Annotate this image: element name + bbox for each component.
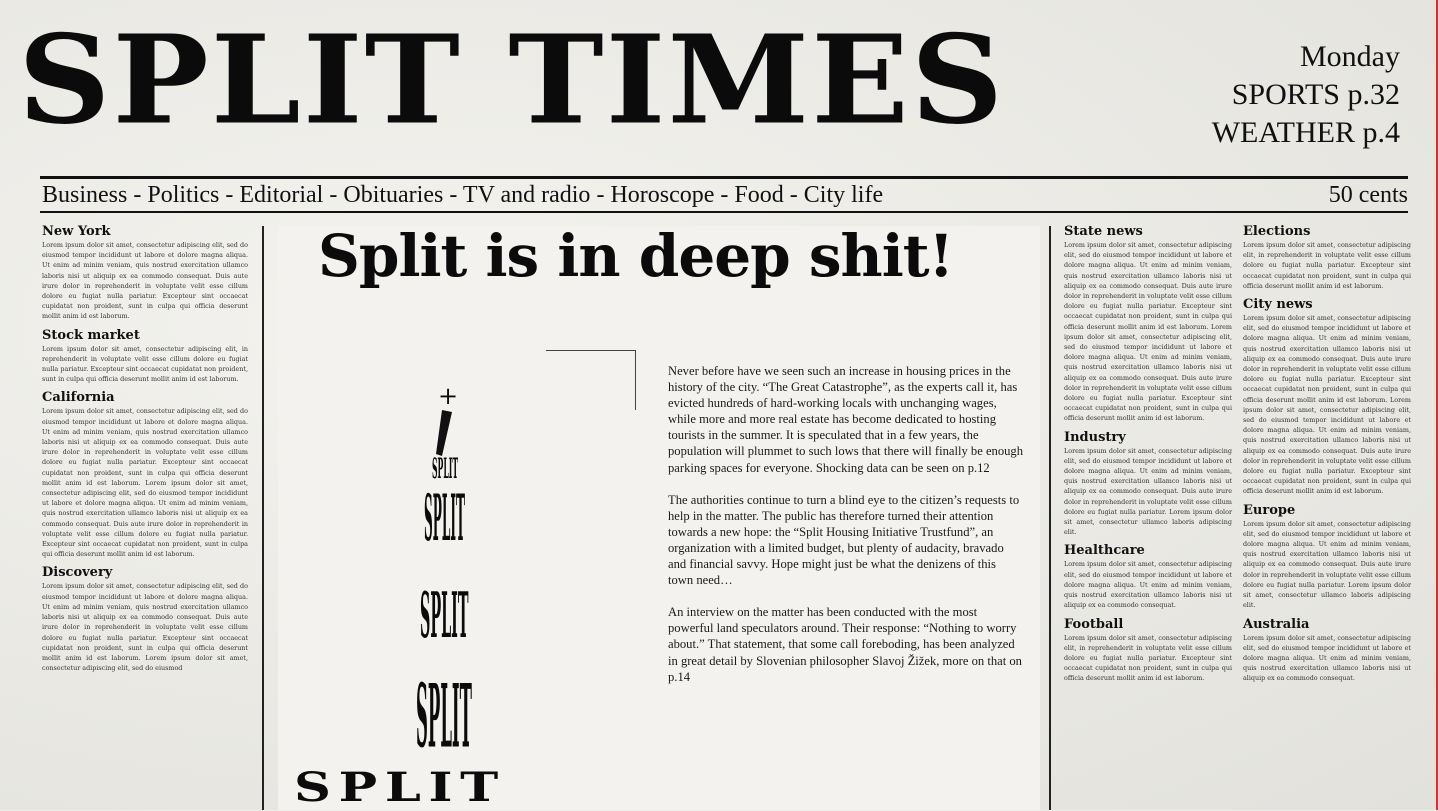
nav-item-horoscope[interactable]: Horoscope xyxy=(610,181,715,208)
news-brief xyxy=(1064,543,1232,610)
brief-text: Lorem ipsum dolor sit amet, consectetur adipiscing elit, sed do eiusmod tempor incididunt ut labore et dolore magna aliqua. Ut enim ad minim veniam, quis nostrud exercitation ullamco laboris nisi ut aliquip ex ea commodo consequat. Duis aute irure dolor in reprehenderit in voluptate velit esse cillum dolore eu fugiat nulla pariatur. Excepteur sint occaecat cupidatat non proident, sunt in culpa qui officia deserunt mollit anim id est laborum. Lorem ipsum dolor sit amet, consectetur adipiscing elit, sed do eiusmod tempor incididunt ut labore et dolore magna aliqua. Ut enim ad minim veniam, quis nostrud exercitation ullamco laboris nisi ut aliquip ex ea commodo consequat. Duis aute irure dolor in reprehenderit in voluptate velit esse cillum dolore eu fugiat nulla pariatur. Excepteur sint occaecat cupidatat non proident, sunt in culpa qui officia deserunt mollit anim id est laborum. xyxy=(42,407,248,559)
brief-text: Lorem ipsum dolor sit amet, consectetur adipiscing elit, in reprehenderit in voluptate velit esse cillum dolore eu fugiat nulla pariatur. Excepteur sint occaecat cupidatat non proident, sunt in culpa qui officia deserunt mollit anim id est laborum. xyxy=(1064,633,1232,683)
masthead-title: SPLIT TIMES xyxy=(18,9,1006,153)
brief-heading: California xyxy=(42,390,115,406)
tower-word-3: SPLIT xyxy=(420,582,469,654)
news-brief xyxy=(42,224,248,322)
column-divider-right xyxy=(1049,226,1051,810)
feature-headline: Split is in deep shit! xyxy=(318,222,953,290)
nav-separator: - xyxy=(127,181,148,208)
news-brief xyxy=(42,390,248,559)
news-brief xyxy=(1243,297,1411,497)
news-brief xyxy=(1243,617,1411,684)
issue-day: Monday xyxy=(1300,40,1400,73)
top-rule xyxy=(40,176,1408,179)
brief-heading: Australia xyxy=(1243,616,1310,632)
news-brief xyxy=(1243,224,1411,291)
nav-item-tv-and-radio[interactable]: TV and radio xyxy=(462,181,591,208)
feature-image xyxy=(290,350,636,810)
nav-item-city-life[interactable]: City life xyxy=(803,181,884,208)
article-paragraph: An interview on the matter has been conducted with the most powerful land speculators around. Their response: “Nothing to worry about.” That statement, that some call foreboding, has been analyzed in great detail by Slovenian philosopher Slavoj Žižek, more on that on p.14 xyxy=(668,605,1022,684)
nav-separator: - xyxy=(323,181,344,208)
tower-word-1: SPLIT xyxy=(432,454,459,486)
brief-heading: Football xyxy=(1064,616,1124,632)
section-nav-items xyxy=(42,182,883,209)
price-label: 50 cents xyxy=(1328,181,1408,208)
nav-item-politics[interactable]: Politics xyxy=(147,181,220,208)
frame-line-right xyxy=(635,350,636,410)
brief-heading: New York xyxy=(42,224,111,239)
brief-text: Lorem ipsum dolor sit amet, consectetur adipiscing elit, sed do eiusmod tempor incididunt ut labore et dolore magna aliqua. Ut enim ad minim veniam, quis nostrud exercitation ullamco laboris nisi ut aliquip ex ea commodo consequat. xyxy=(1243,633,1411,683)
right-column-a xyxy=(1064,224,1232,690)
brief-text: Lorem ipsum dolor sit amet, consectetur adipiscing elit, sed do eiusmod tempor incididunt ut labore et dolore magna aliqua. Ut enim ad minim veniam, quis nostrud exercitation ullamco laboris nisi ut aliquip ex ea commodo consequat. Duis aute irure dolor in reprehenderit in voluptate velit esse cillum dolore eu fugiat nulla pariatur. Excepteur sint occaecat cupidatat non proident, sunt in culpa qui officia deserunt mollit anim id est laborum. Lorem ipsum dolor sit amet, consectetur adipiscing elit, sed do eiusmod tempor incididunt ut labore et dolore magna aliqua. Ut enim ad minim veniam, quis nostrud exercitation ullamco laboris nisi ut aliquip ex ea commodo consequat. Duis aute irure dolor in reprehenderit in voluptate velit esse cillum dolore eu fugiat nulla pariatur. Excepteur sint occaecat cupidatat non proident, sunt in culpa qui officia deserunt mollit anim id est laborum. xyxy=(1243,314,1411,496)
brief-text: Lorem ipsum dolor sit amet, consectetur adipiscing elit, in reprehenderit in voluptate velit esse cillum dolore eu fugiat nulla pariatur. Excepteur sint occaecat cupidatat non proident, sunt in culpa qui officia deserunt mollit anim id est laborum. xyxy=(1243,241,1411,290)
nav-separator: - xyxy=(219,181,240,208)
brief-heading: Elections xyxy=(1243,224,1311,239)
brief-text: Lorem ipsum dolor sit amet, consectetur adipiscing elit, sed do eiusmod tempor incididunt ut labore et dolore magna aliqua. Ut enim ad minim veniam, quis nostrud exercitation ullamco laboris nisi ut aliquip ex ea commodo consequat. Duis aute irure dolor in reprehenderit in voluptate velit esse cillum dolore eu fugiat nulla pariatur. Excepteur sint occaecat cupidatat non proident, sunt in culpa qui officia deserunt mollit anim id est laborum. Lorem ipsum dolor sit amet, consectetur adipiscing elit, sed do eiusmod xyxy=(42,582,248,673)
brief-heading: City news xyxy=(1243,297,1313,313)
brief-text: Lorem ipsum dolor sit amet, consectetur adipiscing elit, sed do eiusmod tempor incididunt ut labore et dolore magna aliqua. Ut enim ad minim veniam, quis nostrud exercitation ullamco laboris nisi ut aliquip ex ea commodo consequat. Duis aute irure dolor in reprehenderit in voluptate velit esse cillum dolore eu fugiat nulla pariatur. Lorem ipsum dolor sit amet, consectetur ullamco laboris adipiscing elit. xyxy=(1243,519,1411,610)
tower-word-2: SPLIT xyxy=(424,482,466,558)
tower-base-word: SPLIT xyxy=(294,764,506,811)
brief-heading: Stock market xyxy=(42,327,140,343)
news-brief xyxy=(42,565,248,673)
bottom-rule xyxy=(40,211,1408,213)
spire-icon xyxy=(430,408,460,458)
brief-text: Lorem ipsum dolor sit amet, consectetur adipiscing elit, sed do eiusmod tempor incididunt ut labore et dolore magna aliqua. Ut enim ad minim veniam, quis nostrud exercitation ullamco laboris nisi ut aliquip ex ea commodo consequat. xyxy=(1064,560,1232,610)
news-brief xyxy=(1064,430,1232,538)
sports-page-ref: SPORTS p.32 xyxy=(1231,78,1400,111)
article-paragraph: The authorities continue to turn a blind eye to the citizen’s requests to help in the matter. The public has therefore turned their attention towards a new hope: the “Split Housing Initiative Trustfund”, an organization with a limited budget, but plenty of audacity, bravado and financial savvy. Hope might just be what the denizens of this town need… xyxy=(668,492,1020,588)
left-column xyxy=(42,224,248,679)
nav-separator: - xyxy=(590,181,611,208)
nav-separator: - xyxy=(714,181,735,208)
news-brief xyxy=(1243,503,1411,611)
frame-line-top xyxy=(546,350,636,351)
nav-item-editorial[interactable]: Editorial xyxy=(239,181,324,208)
news-brief xyxy=(1064,617,1232,684)
nav-item-food[interactable]: Food xyxy=(734,181,784,208)
brief-text: Lorem ipsum dolor sit amet, consectetur adipiscing elit, in reprehenderit in voluptate velit esse cillum dolore eu fugiat nulla pariatur. Excepteur sint occaecat cupidatat non proident, sunt in culpa qui officia deserunt mollit anim id est laborum. xyxy=(42,344,248,384)
cross-icon: + xyxy=(438,382,459,410)
nav-separator: - xyxy=(443,181,463,208)
brief-text: Lorem ipsum dolor sit amet, consectetur adipiscing elit, sed do eiusmod tempor incididunt ut labore et dolore magna aliqua. Ut enim ad minim veniam, quis nostrud exercitation ullamco laboris nisi ut aliquip ex ea commodo consequat. Duis aute irure dolor in reprehenderit in voluptate velit esse cillum dolore eu fugiat nulla pariatur. Excepteur sint occaecat cupidatat non proident, sunt in culpa qui officia deserunt mollit anim id est laborum. xyxy=(42,241,248,321)
brief-heading: Europe xyxy=(1243,502,1296,518)
nav-separator: - xyxy=(783,181,804,208)
column-divider-left xyxy=(262,226,264,810)
nav-item-obituaries[interactable]: Obituaries xyxy=(343,181,444,208)
tower-word-4: SPLIT xyxy=(416,668,472,770)
masthead-info xyxy=(1212,38,1400,152)
section-nav xyxy=(42,181,1408,209)
brief-text: Lorem ipsum dolor sit amet, consectetur adipiscing elit, sed do eiusmod tempor incididunt ut labore et dolore magna aliqua. Ut enim ad minim veniam, quis nostrud exercitation ullamco laboris nisi ut aliquip ex ea commodo consequat. Duis aute irure dolor in reprehenderit in voluptate velit esse cillum dolore eu fugiat nulla pariatur. Excepteur sint occaecat cupidatat non proident, sunt in culpa qui officia deserunt mollit anim id est laborum. Lorem ipsum dolor sit amet, consectetur adipiscing elit, sed do eiusmod tempor incididunt ut labore et dolore magna aliqua. Ut enim ad minim veniam, quis nostrud exercitation ullamco laboris nisi ut aliquip ex ea commodo consequat. Duis aute irure dolor in reprehenderit in voluptate velit esse cillum dolore eu fugiat nulla pariatur. Excepteur sint occaecat cupidatat non proident, sunt in culpa qui officia deserunt mollit anim id est laborum. xyxy=(1064,241,1232,423)
article-paragraph: Never before have we seen such an increase in housing prices in the history of the city. “The Great Catastrophe”, as the experts call it, has evicted hundreds of hard-working locals with unchanging wages, while more and more real estate has become dedicated to hosting tourists in the summer. It is speculated that in a few years, the population will plummet to such lows that there will finally be enough parking spaces for everyone. Shocking data can be seen on p.12 xyxy=(668,364,1024,475)
right-column-b xyxy=(1243,224,1411,690)
brief-heading: Healthcare xyxy=(1064,543,1145,559)
news-brief xyxy=(42,328,248,385)
weather-page-ref: WEATHER p.4 xyxy=(1211,116,1400,149)
brief-heading: State news xyxy=(1064,224,1143,239)
news-brief xyxy=(1064,224,1232,424)
brief-heading: Industry xyxy=(1064,429,1126,445)
brief-text: Lorem ipsum dolor sit amet, consectetur adipiscing elit, sed do eiusmod tempor incididunt ut labore et dolore magna aliqua. Ut enim ad minim veniam, quis nostrud exercitation ullamco laboris nisi ut aliquip ex ea commodo consequat. Duis aute irure dolor in reprehenderit in voluptate velit esse cillum dolore eu fugiat nulla pariatur. Lorem ipsum dolor sit amet, consectetur ullamco laboris adipiscing elit. xyxy=(1064,446,1232,537)
nav-item-business[interactable]: Business xyxy=(42,181,128,208)
feature-article xyxy=(668,363,1024,701)
brief-heading: Discovery xyxy=(42,565,113,581)
